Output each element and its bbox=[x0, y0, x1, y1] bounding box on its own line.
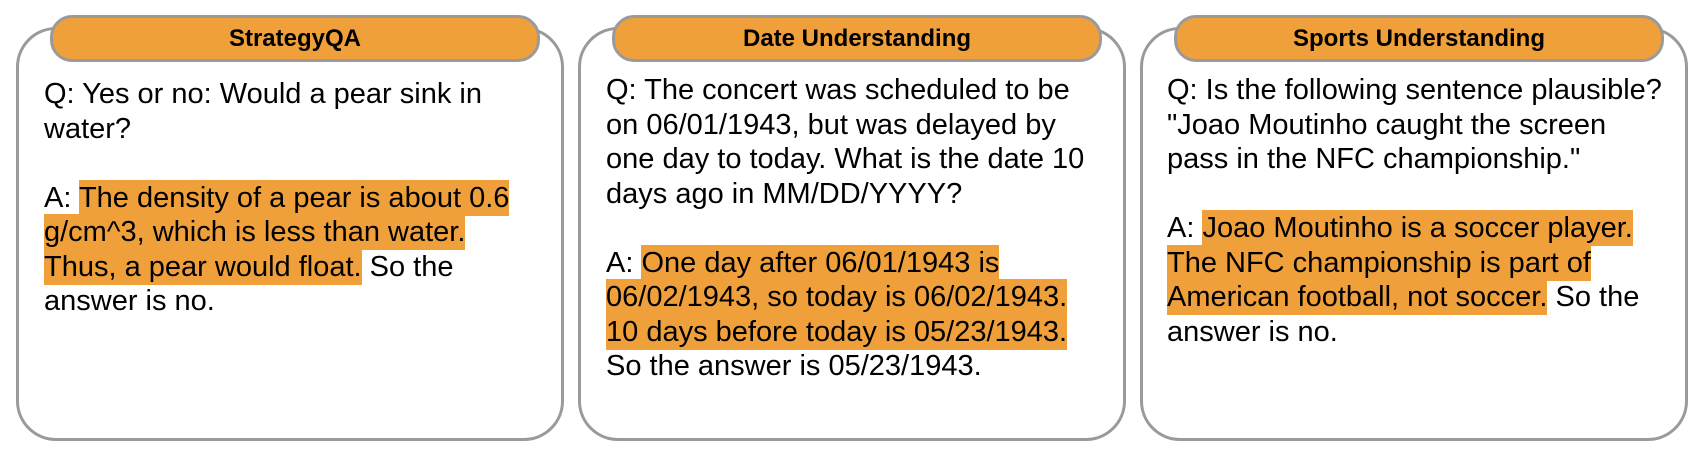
panel-title-label: Sports Understanding bbox=[1292, 24, 1545, 52]
answer-highlight: Joao Moutinho is a soccer player. The NFC championship is part of American football, not soccer. bbox=[1167, 212, 1633, 313]
answer-prefix: A: bbox=[606, 246, 642, 279]
answer-prefix: A: bbox=[44, 181, 79, 214]
panel-title-label: Date Understanding bbox=[742, 24, 972, 52]
panel-title-label: StrategyQA bbox=[228, 24, 362, 52]
date-understanding-title bbox=[612, 15, 1102, 62]
date-understanding-content bbox=[606, 73, 1106, 384]
answer-rest: So the answer is no. bbox=[44, 250, 454, 317]
answer-text bbox=[1167, 211, 1667, 349]
answer-rest: So the answer is 05/23/1943. bbox=[606, 350, 982, 382]
answer-highlight: The density of a pear is about 0.6 g/cm^3, which is less than water. Thus, a pear would float. bbox=[44, 181, 510, 283]
answer-text bbox=[44, 181, 544, 319]
question-text: Q: Yes or no: Would a pear sink in water? bbox=[44, 78, 482, 145]
answer-prefix: A: bbox=[1167, 212, 1203, 244]
answer-rest: So the answer is no. bbox=[1167, 281, 1640, 348]
sports-understanding-content bbox=[1167, 73, 1667, 349]
sports-understanding-title bbox=[1174, 15, 1664, 62]
strategyqa-content bbox=[44, 77, 544, 319]
answer-highlight: One day after 06/01/1943 is 06/02/1943, so today is 06/02/1943. 10 days before today is 05/23/1943. bbox=[606, 246, 1068, 348]
strategyqa-title bbox=[50, 15, 540, 62]
question-text: Q: Is the following sentence plausible? "Joao Moutinho caught the screen pass in the NFC championship." bbox=[1167, 74, 1662, 175]
question-text: Q: The concert was scheduled to be on 06/01/1943, but was delayed by one day to today. What is the date 10 days ago in MM/DD/YYYY? bbox=[606, 74, 1085, 210]
answer-text bbox=[606, 246, 1106, 384]
